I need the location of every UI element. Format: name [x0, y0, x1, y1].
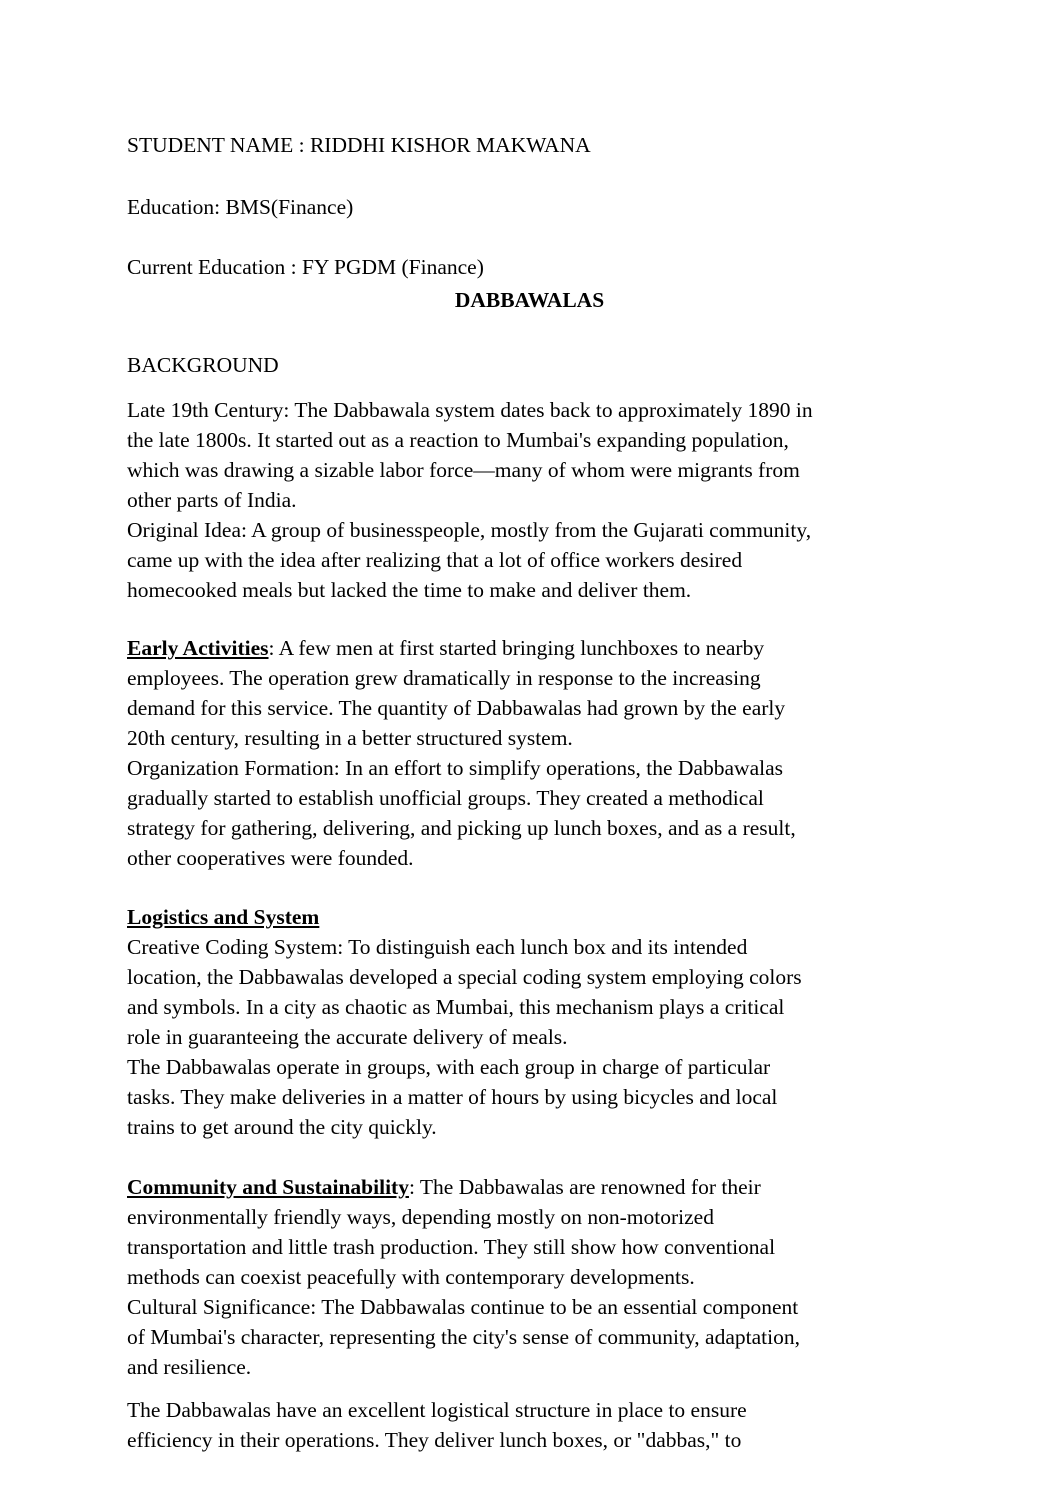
paragraph-line: Late 19th Century: The Dabbawala system dates back to approximately 1890 in	[127, 398, 813, 422]
paragraph-line: Cultural Significance: The Dabbawalas continue to be an essential component	[127, 1295, 799, 1319]
paragraph-line: trains to get around the city quickly.	[127, 1115, 437, 1139]
paragraph-line: Organization Formation: In an effort to simplify operations, the Dabbawalas	[127, 756, 783, 780]
background-heading: BACKGROUND	[127, 353, 279, 377]
paragraph-line: came up with the idea after realizing that a lot of office workers desired	[127, 548, 743, 572]
paragraph-line: the late 1800s. It started out as a reaction to Mumbai's expanding population,	[127, 428, 789, 452]
paragraph-line: other cooperatives were founded.	[127, 846, 414, 870]
paragraph-line: employees. The operation grew dramatically in response to the increasing	[127, 666, 761, 690]
education-line: Education: BMS(Finance)	[127, 195, 354, 219]
paragraph-line: and symbols. In a city as chaotic as Mumbai, this mechanism plays a critical	[127, 995, 785, 1019]
early-activities-heading: Early Activities	[127, 636, 269, 660]
community-paragraph	[127, 1172, 927, 1382]
paragraph-line: efficiency in their operations. They deliver lunch boxes, or "dabbas," to	[127, 1428, 742, 1452]
paragraph-line: gradually started to establish unofficial groups. They created a methodical	[127, 786, 764, 810]
student-name: STUDENT NAME : RIDDHI KISHOR MAKWANA	[127, 133, 591, 157]
paragraph-line: demand for this service. The quantity of Dabbawalas had grown by the early	[127, 696, 786, 720]
paragraph-line: Community and Sustainability: The Dabbawalas are renowned for their	[127, 1175, 761, 1199]
paragraph-line: other parts of India.	[127, 488, 297, 512]
paragraph-line: Creative Coding System: To distinguish each lunch box and its intended	[127, 935, 748, 959]
logistics-heading: Logistics and System	[127, 905, 320, 929]
paragraph-line: environmentally friendly ways, depending mostly on non-motorized	[127, 1205, 714, 1229]
early-activities-paragraph	[127, 633, 927, 873]
current-education-line: Current Education : FY PGDM (Finance)	[127, 255, 484, 279]
background-paragraph	[127, 395, 927, 605]
community-heading: Community and Sustainability	[127, 1175, 409, 1199]
paragraph-line: location, the Dabbawalas developed a special coding system employing colors	[127, 965, 802, 989]
paragraph-line: and resilience.	[127, 1355, 252, 1379]
paragraph-line: which was drawing a sizable labor force—many of whom were migrants from	[127, 458, 800, 482]
paragraph-line: homecooked meals but lacked the time to make and deliver them.	[127, 578, 692, 602]
paragraph-line: Original Idea: A group of businesspeople, mostly from the Gujarati community,	[127, 518, 812, 542]
paragraph-line: methods can coexist peacefully with contemporary developments.	[127, 1265, 695, 1289]
paragraph-line: 20th century, resulting in a better structured system.	[127, 726, 573, 750]
paragraph-line: strategy for gathering, delivering, and picking up lunch boxes, and as a result,	[127, 816, 796, 840]
document-title: DABBAWALAS	[454, 288, 605, 312]
paragraph-line: role in guaranteeing the accurate delivery of meals.	[127, 1025, 568, 1049]
paragraph-line: The Dabbawalas operate in groups, with each group in charge of particular	[127, 1055, 771, 1079]
paragraph-line: The Dabbawalas have an excellent logistical structure in place to ensure	[127, 1398, 747, 1422]
paragraph-line: tasks. They make deliveries in a matter of hours by using bicycles and local	[127, 1085, 778, 1109]
paragraph-line: of Mumbai's character, representing the city's sense of community, adaptation,	[127, 1325, 800, 1349]
logistics-paragraph	[127, 902, 927, 1142]
paragraph-line: transportation and little trash production. They still show how conventional	[127, 1235, 776, 1259]
closing-paragraph	[127, 1395, 927, 1455]
paragraph-line: Early Activities: A few men at first started bringing lunchboxes to nearby	[127, 636, 765, 660]
